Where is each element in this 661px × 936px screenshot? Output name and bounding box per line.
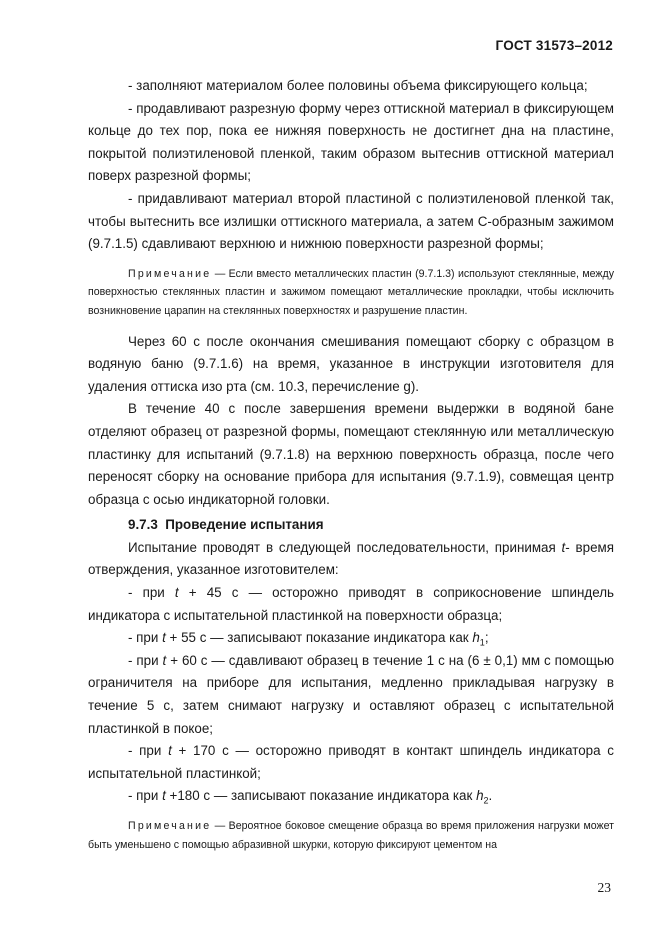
- paragraph: Через 60 с после окончания смешивания помещают сборку с образцом в водяную баню (9.7.1.6) на время, указанное в инструкции изготовителя для удаления оттиска изо рта (см. 10.3, перечисление g).: [88, 333, 614, 394]
- note-label: Примечание: [128, 820, 212, 832]
- text-run: + 170 с — осторожно приводят в контакт шпиндель индикатора с испытательной пластинкой;: [88, 743, 614, 781]
- text-run: - при: [128, 743, 169, 759]
- paragraph: В течение 40 с после завершения времени выдержки в водяной бане отделяют образец от разрезной формы, помещают стеклянную или металлическую пластинку для испытаний (9.7.1.8) на верхнюю поверхность образца, после чего переносят сборку на основание прибора для испытания (9.7.1.9), совмещая центр образца с осью индикаторной головки.: [88, 401, 614, 507]
- variable: t: [168, 743, 172, 759]
- note-2: [88, 817, 614, 854]
- paragraph: [88, 537, 614, 582]
- variable: t: [174, 585, 179, 601]
- page-body: [88, 75, 614, 864]
- text-run: - при: [128, 585, 175, 601]
- list-item: - заполняют материалом более половины объема фиксирующего кольца;: [128, 78, 588, 93]
- section-heading: [88, 514, 614, 537]
- list-item: - придавливают материал второй пластиной с полиэтиленовой пленкой так, чтобы вытеснить все излишки оттискного материала, а затем С-образным зажимом (9.7.1.5) сдавливают верхнюю и нижнюю поверхности разрезной формы;: [88, 190, 614, 252]
- list-item: [88, 582, 614, 627]
- variable: t: [162, 630, 166, 646]
- text-run: ;: [484, 630, 489, 646]
- text-run: + 45 с — осторожно приводят в соприкосновение шпиндель индикатора с испытательной пластинкой на поверхности образца;: [88, 585, 614, 623]
- variable: h: [472, 630, 480, 646]
- subscript: 2: [483, 796, 489, 807]
- list-item: [88, 627, 614, 650]
- document-code: ГОСТ 31573–2012: [495, 38, 613, 53]
- variable: t: [162, 788, 166, 804]
- note-label: Примечание: [128, 267, 212, 280]
- variable: t: [162, 652, 167, 668]
- text-run: Испытание проводят в следующей последовательности, принимая: [128, 539, 562, 555]
- text-run: +180 с — записывают показание индикатора как: [165, 788, 477, 804]
- text-run: - при: [128, 652, 163, 668]
- variable: t: [561, 539, 566, 555]
- page-number: 23: [597, 880, 611, 895]
- text-run: - при: [128, 630, 163, 646]
- section-number: 9.7.3: [128, 517, 158, 533]
- note-1: [88, 265, 614, 321]
- note-text: — Если вместо металлических пластин (9.7.1.3) используют стеклянные, между поверхностью стеклянных пластин и зажимом помещают металлические прокладки, чтобы исключить возникновение царапин на стеклянных поверхностях и разрушение пластин.: [88, 267, 614, 317]
- text-run: - при: [128, 788, 163, 804]
- subscript: 1: [479, 637, 485, 648]
- list-item: [88, 785, 614, 808]
- text-run: + 55 с — записывают показание индикатора как: [165, 630, 473, 646]
- text-run: + 60 с — сдавливают образец в течение 1 с на (6 ± 0,1) мм с помощью ограничителя на приборе для испытания, медленно прикладывая нагрузку в течение 5 с, затем снимают нагрузку и оставляют образец с испытательной пластинкой в покое;: [88, 652, 615, 736]
- note-text: — Вероятное боковое смещение образца во время приложения нагрузки может быть уменьшено с помощью абразивной шкурки, которую фиксируют цементом на: [88, 820, 614, 851]
- list-item: - продавливают разрезную форму через оттискной материал в фиксирующем кольце до тех пор, пока ее нижняя поверхность не достигнет дна на пластине, покрытой полиэтиленовой пленкой, таким образом вытеснив оттискной материал поверх разрезной формы;: [88, 100, 614, 184]
- list-item: [88, 740, 614, 785]
- text-run: - время отверждения, указанное изготовителем:: [88, 539, 614, 578]
- text-run: .: [488, 788, 493, 804]
- section-title: Проведение испытания: [165, 517, 324, 533]
- list-item: [88, 650, 614, 740]
- variable: h: [476, 788, 484, 804]
